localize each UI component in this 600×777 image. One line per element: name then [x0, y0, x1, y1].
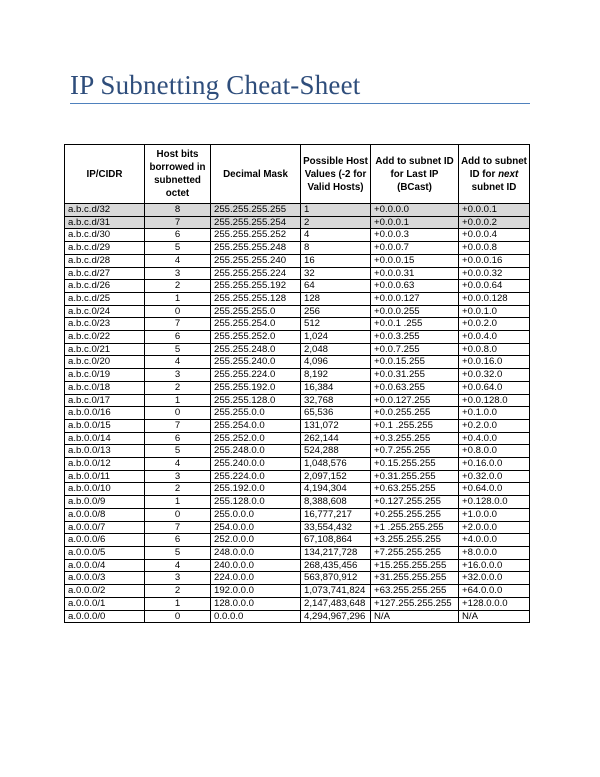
table-row [65, 229, 530, 242]
cell-last-ip: +0.0.0.1 [371, 216, 459, 229]
cell-host-bits: 0 [145, 508, 211, 521]
cell-last-ip: +15.255.255.255 [371, 559, 459, 572]
cell-last-ip: +31.255.255.255 [371, 572, 459, 585]
cell-possible-hosts: 524,288 [301, 445, 371, 458]
cell-next-subnet: +0.32.0.0 [459, 470, 530, 483]
cell-next-subnet: +2.0.0.0 [459, 521, 530, 534]
cell-decimal-mask: 128.0.0.0 [211, 597, 301, 610]
cell-cidr: a.0.0.0/7 [65, 521, 145, 534]
cell-next-subnet: +0.8.0.0 [459, 445, 530, 458]
table-row [65, 254, 530, 267]
cell-host-bits: 4 [145, 356, 211, 369]
cell-last-ip: +0.0.3.255 [371, 331, 459, 344]
cell-possible-hosts: 16 [301, 254, 371, 267]
cell-cidr: a.b.c.0/19 [65, 369, 145, 382]
cell-cidr: a.b.c.d/29 [65, 242, 145, 255]
table-row [65, 407, 530, 420]
cell-decimal-mask: 255.255.255.128 [211, 292, 301, 305]
cell-last-ip: +0.0.255.255 [371, 407, 459, 420]
cell-decimal-mask: 255.240.0.0 [211, 458, 301, 471]
cell-next-subnet: +0.0.0.2 [459, 216, 530, 229]
cell-last-ip: +0.7.255.255 [371, 445, 459, 458]
cell-cidr: a.b.0.0/14 [65, 432, 145, 445]
cell-last-ip: +0.31.255.255 [371, 470, 459, 483]
cell-next-subnet: +0.0.16.0 [459, 356, 530, 369]
cell-host-bits: 5 [145, 546, 211, 559]
table-row [65, 597, 530, 610]
cell-last-ip: +7.255.255.255 [371, 546, 459, 559]
cell-decimal-mask: 240.0.0.0 [211, 559, 301, 572]
cell-possible-hosts: 4 [301, 229, 371, 242]
cell-decimal-mask: 255.255.255.240 [211, 254, 301, 267]
cell-decimal-mask: 254.0.0.0 [211, 521, 301, 534]
table-row [65, 458, 530, 471]
cell-last-ip: +0.255.255.255 [371, 508, 459, 521]
cell-last-ip: +0.0.0.15 [371, 254, 459, 267]
table-row [65, 534, 530, 547]
cell-last-ip: +0.0.0.3 [371, 229, 459, 242]
cell-host-bits: 3 [145, 470, 211, 483]
cell-cidr: a.0.0.0/2 [65, 585, 145, 598]
cell-cidr: a.0.0.0/8 [65, 508, 145, 521]
cell-cidr: a.b.0.0/10 [65, 483, 145, 496]
cell-host-bits: 6 [145, 229, 211, 242]
cell-decimal-mask: 0.0.0.0 [211, 610, 301, 623]
header-possible-hosts: Possible Host Values (-2 for Valid Hosts) [301, 145, 371, 204]
header-host-bits: Host bits borrowed in subnetted octet [145, 145, 211, 204]
cell-host-bits: 2 [145, 483, 211, 496]
table-row [65, 419, 530, 432]
cell-host-bits: 1 [145, 496, 211, 509]
cell-host-bits: 3 [145, 369, 211, 382]
cell-next-subnet: +64.0.0.0 [459, 585, 530, 598]
table-body [65, 204, 530, 623]
cell-last-ip: +0.0.1 .255 [371, 318, 459, 331]
subnet-table [64, 144, 530, 623]
cell-possible-hosts: 1,048,576 [301, 458, 371, 471]
cell-host-bits: 6 [145, 534, 211, 547]
header-next-em: next [498, 168, 519, 180]
table-row [65, 572, 530, 585]
cell-cidr: a.b.c.d/28 [65, 254, 145, 267]
cell-possible-hosts: 16,777,217 [301, 508, 371, 521]
cell-possible-hosts: 2,147,483,648 [301, 597, 371, 610]
cell-host-bits: 4 [145, 254, 211, 267]
cell-next-subnet: +0.0.0.1 [459, 204, 530, 217]
cell-possible-hosts: 268,435,456 [301, 559, 371, 572]
cell-possible-hosts: 4,096 [301, 356, 371, 369]
cell-decimal-mask: 255.248.0.0 [211, 445, 301, 458]
table-row [65, 483, 530, 496]
cell-next-subnet: +0.0.0.32 [459, 267, 530, 280]
cell-next-subnet: +0.0.0.16 [459, 254, 530, 267]
cell-cidr: a.b.c.d/32 [65, 204, 145, 217]
header-row [65, 145, 530, 204]
cell-last-ip: +127.255.255.255 [371, 597, 459, 610]
cell-cidr: a.b.0.0/13 [65, 445, 145, 458]
cell-next-subnet: +1.0.0.0 [459, 508, 530, 521]
cell-possible-hosts: 32 [301, 267, 371, 280]
cell-possible-hosts: 2,048 [301, 343, 371, 356]
cell-possible-hosts: 33,554,432 [301, 521, 371, 534]
cell-cidr: a.b.c.d/27 [65, 267, 145, 280]
table-row [65, 305, 530, 318]
cell-cidr: a.b.c.0/24 [65, 305, 145, 318]
cell-cidr: a.b.c.0/20 [65, 356, 145, 369]
cell-last-ip: +0.0.0.31 [371, 267, 459, 280]
table-row [65, 343, 530, 356]
cell-last-ip: +0.0.7.255 [371, 343, 459, 356]
cell-decimal-mask: 255.255.255.192 [211, 280, 301, 293]
cell-cidr: a.0.0.0/5 [65, 546, 145, 559]
cell-host-bits: 7 [145, 521, 211, 534]
header-last-ip: Add to subnet ID for Last IP (BCast) [371, 145, 459, 204]
cell-possible-hosts: 1,024 [301, 331, 371, 344]
cell-possible-hosts: 8 [301, 242, 371, 255]
table-row [65, 369, 530, 382]
cell-next-subnet: +16.0.0.0 [459, 559, 530, 572]
cell-last-ip: +0.0.0.7 [371, 242, 459, 255]
cell-cidr: a.b.0.0/9 [65, 496, 145, 509]
table-row [65, 356, 530, 369]
table-row [65, 432, 530, 445]
table-row [65, 318, 530, 331]
table-row [65, 585, 530, 598]
cell-next-subnet: +0.0.0.64 [459, 280, 530, 293]
cell-next-subnet: +0.0.64.0 [459, 381, 530, 394]
cell-last-ip: +0.0.0.63 [371, 280, 459, 293]
cell-host-bits: 5 [145, 445, 211, 458]
cell-possible-hosts: 256 [301, 305, 371, 318]
cell-decimal-mask: 255.255.255.224 [211, 267, 301, 280]
title-underline [70, 103, 530, 104]
cell-host-bits: 6 [145, 432, 211, 445]
header-next-subnet [459, 145, 530, 204]
cell-possible-hosts: 2 [301, 216, 371, 229]
cell-decimal-mask: 255.255.128.0 [211, 394, 301, 407]
cell-decimal-mask: 255.255.255.254 [211, 216, 301, 229]
header-cidr: IP/CIDR [65, 145, 145, 204]
cell-possible-hosts: 2,097,152 [301, 470, 371, 483]
cell-cidr: a.b.0.0/11 [65, 470, 145, 483]
cell-possible-hosts: 134,217,728 [301, 546, 371, 559]
table-row [65, 267, 530, 280]
cell-decimal-mask: 255.255.252.0 [211, 331, 301, 344]
cell-decimal-mask: 255.255.192.0 [211, 381, 301, 394]
cell-possible-hosts: 16,384 [301, 381, 371, 394]
cell-next-subnet: +0.64.0.0 [459, 483, 530, 496]
cell-host-bits: 4 [145, 458, 211, 471]
cell-host-bits: 7 [145, 318, 211, 331]
cell-host-bits: 2 [145, 280, 211, 293]
cell-possible-hosts: 4,194,304 [301, 483, 371, 496]
cell-decimal-mask: 224.0.0.0 [211, 572, 301, 585]
cell-decimal-mask: 255.0.0.0 [211, 508, 301, 521]
cell-next-subnet: N/A [459, 610, 530, 623]
cell-decimal-mask: 255.255.254.0 [211, 318, 301, 331]
cell-decimal-mask: 255.255.255.255 [211, 204, 301, 217]
cell-next-subnet: +0.0.32.0 [459, 369, 530, 382]
table-row [65, 521, 530, 534]
cell-last-ip: +0.0.15.255 [371, 356, 459, 369]
cell-next-subnet: +0.0.0.8 [459, 242, 530, 255]
cell-next-subnet: +0.0.0.4 [459, 229, 530, 242]
table-row [65, 546, 530, 559]
cell-cidr: a.0.0.0/1 [65, 597, 145, 610]
cell-cidr: a.b.c.d/26 [65, 280, 145, 293]
cell-possible-hosts: 64 [301, 280, 371, 293]
cell-possible-hosts: 563,870,912 [301, 572, 371, 585]
cell-next-subnet: +0.0.8.0 [459, 343, 530, 356]
table-row [65, 280, 530, 293]
cell-decimal-mask: 248.0.0.0 [211, 546, 301, 559]
table-row [65, 496, 530, 509]
cell-possible-hosts: 128 [301, 292, 371, 305]
cell-possible-hosts: 8,388,608 [301, 496, 371, 509]
cell-cidr: a.b.0.0/12 [65, 458, 145, 471]
cell-host-bits: 3 [145, 267, 211, 280]
cell-decimal-mask: 255.255.255.0 [211, 305, 301, 318]
cell-host-bits: 1 [145, 394, 211, 407]
cell-decimal-mask: 255.255.248.0 [211, 343, 301, 356]
cell-cidr: a.b.c.0/23 [65, 318, 145, 331]
cell-possible-hosts: 512 [301, 318, 371, 331]
table-row [65, 559, 530, 572]
cell-next-subnet: +128.0.0.0 [459, 597, 530, 610]
cell-host-bits: 5 [145, 242, 211, 255]
cell-last-ip: +3.255.255.255 [371, 534, 459, 547]
cell-last-ip: +0.15.255.255 [371, 458, 459, 471]
cell-possible-hosts: 8,192 [301, 369, 371, 382]
table-row [65, 216, 530, 229]
cell-next-subnet: +0.1.0.0 [459, 407, 530, 420]
table-row [65, 242, 530, 255]
cell-possible-hosts: 67,108,864 [301, 534, 371, 547]
cell-next-subnet: +0.0.2.0 [459, 318, 530, 331]
cell-cidr: a.b.c.d/31 [65, 216, 145, 229]
cell-last-ip: +0.63.255.255 [371, 483, 459, 496]
page-title: IP Subnetting Cheat-Sheet [70, 70, 361, 100]
table-row [65, 381, 530, 394]
cell-next-subnet: +0.2.0.0 [459, 419, 530, 432]
cell-host-bits: 7 [145, 419, 211, 432]
cell-possible-hosts: 262,144 [301, 432, 371, 445]
table-row [65, 508, 530, 521]
header-next-pre: Add to subnet ID for [461, 155, 527, 180]
cell-cidr: a.b.c.0/21 [65, 343, 145, 356]
cell-decimal-mask: 255.252.0.0 [211, 432, 301, 445]
table-row [65, 331, 530, 344]
cell-last-ip: +1 .255.255.255 [371, 521, 459, 534]
cell-host-bits: 8 [145, 204, 211, 217]
cell-cidr: a.b.0.0/16 [65, 407, 145, 420]
cell-decimal-mask: 255.128.0.0 [211, 496, 301, 509]
cell-decimal-mask: 192.0.0.0 [211, 585, 301, 598]
cell-possible-hosts: 131,072 [301, 419, 371, 432]
cell-last-ip: +0.127.255.255 [371, 496, 459, 509]
cell-decimal-mask: 255.255.240.0 [211, 356, 301, 369]
cell-host-bits: 5 [145, 343, 211, 356]
cell-possible-hosts: 4,294,967,296 [301, 610, 371, 623]
cell-last-ip: +0.3.255.255 [371, 432, 459, 445]
cell-cidr: a.b.c.0/17 [65, 394, 145, 407]
cell-last-ip: +0.0.31.255 [371, 369, 459, 382]
cell-cidr: a.0.0.0/4 [65, 559, 145, 572]
cell-next-subnet: +0.16.0.0 [459, 458, 530, 471]
cell-next-subnet: +4.0.0.0 [459, 534, 530, 547]
cell-next-subnet: +0.0.0.128 [459, 292, 530, 305]
cell-cidr: a.b.c.0/18 [65, 381, 145, 394]
cell-host-bits: 7 [145, 216, 211, 229]
cell-host-bits: 6 [145, 331, 211, 344]
table-row [65, 204, 530, 217]
cell-host-bits: 2 [145, 585, 211, 598]
cell-last-ip: +0.0.63.255 [371, 381, 459, 394]
header-next-post: subnet ID [471, 181, 517, 193]
cell-last-ip: N/A [371, 610, 459, 623]
cell-decimal-mask: 255.255.255.248 [211, 242, 301, 255]
table-row [65, 394, 530, 407]
cell-cidr: a.0.0.0/0 [65, 610, 145, 623]
cell-host-bits: 0 [145, 305, 211, 318]
cell-host-bits: 4 [145, 559, 211, 572]
cell-next-subnet: +0.0.1.0 [459, 305, 530, 318]
table-row [65, 470, 530, 483]
cell-cidr: a.b.0.0/15 [65, 419, 145, 432]
cell-decimal-mask: 255.254.0.0 [211, 419, 301, 432]
cell-last-ip: +63.255.255.255 [371, 585, 459, 598]
cell-decimal-mask: 255.255.0.0 [211, 407, 301, 420]
cell-next-subnet: +0.4.0.0 [459, 432, 530, 445]
cell-next-subnet: +0.0.128.0 [459, 394, 530, 407]
cell-host-bits: 2 [145, 381, 211, 394]
cell-host-bits: 1 [145, 597, 211, 610]
cell-host-bits: 3 [145, 572, 211, 585]
cell-possible-hosts: 1,073,741,824 [301, 585, 371, 598]
cell-last-ip: +0.1 .255.255 [371, 419, 459, 432]
cell-next-subnet: +0.0.4.0 [459, 331, 530, 344]
table-row [65, 445, 530, 458]
cell-cidr: a.0.0.0/3 [65, 572, 145, 585]
cell-last-ip: +0.0.127.255 [371, 394, 459, 407]
table-row [65, 292, 530, 305]
cell-possible-hosts: 65,536 [301, 407, 371, 420]
cell-possible-hosts: 32,768 [301, 394, 371, 407]
cell-next-subnet: +32.0.0.0 [459, 572, 530, 585]
cell-cidr: a.b.c.d/25 [65, 292, 145, 305]
cell-decimal-mask: 255.224.0.0 [211, 470, 301, 483]
cell-decimal-mask: 255.255.255.252 [211, 229, 301, 242]
cell-last-ip: +0.0.0.127 [371, 292, 459, 305]
cell-cidr: a.b.c.d/30 [65, 229, 145, 242]
cell-host-bits: 0 [145, 407, 211, 420]
cell-next-subnet: +8.0.0.0 [459, 546, 530, 559]
cell-decimal-mask: 252.0.0.0 [211, 534, 301, 547]
cell-possible-hosts: 1 [301, 204, 371, 217]
cell-decimal-mask: 255.255.224.0 [211, 369, 301, 382]
cell-last-ip: +0.0.0.0 [371, 204, 459, 217]
cell-host-bits: 1 [145, 292, 211, 305]
table-row [65, 610, 530, 623]
header-decimal-mask: Decimal Mask [211, 145, 301, 204]
cell-cidr: a.0.0.0/6 [65, 534, 145, 547]
cell-host-bits: 0 [145, 610, 211, 623]
cell-next-subnet: +0.128.0.0 [459, 496, 530, 509]
cell-decimal-mask: 255.192.0.0 [211, 483, 301, 496]
cell-last-ip: +0.0.0.255 [371, 305, 459, 318]
cell-cidr: a.b.c.0/22 [65, 331, 145, 344]
